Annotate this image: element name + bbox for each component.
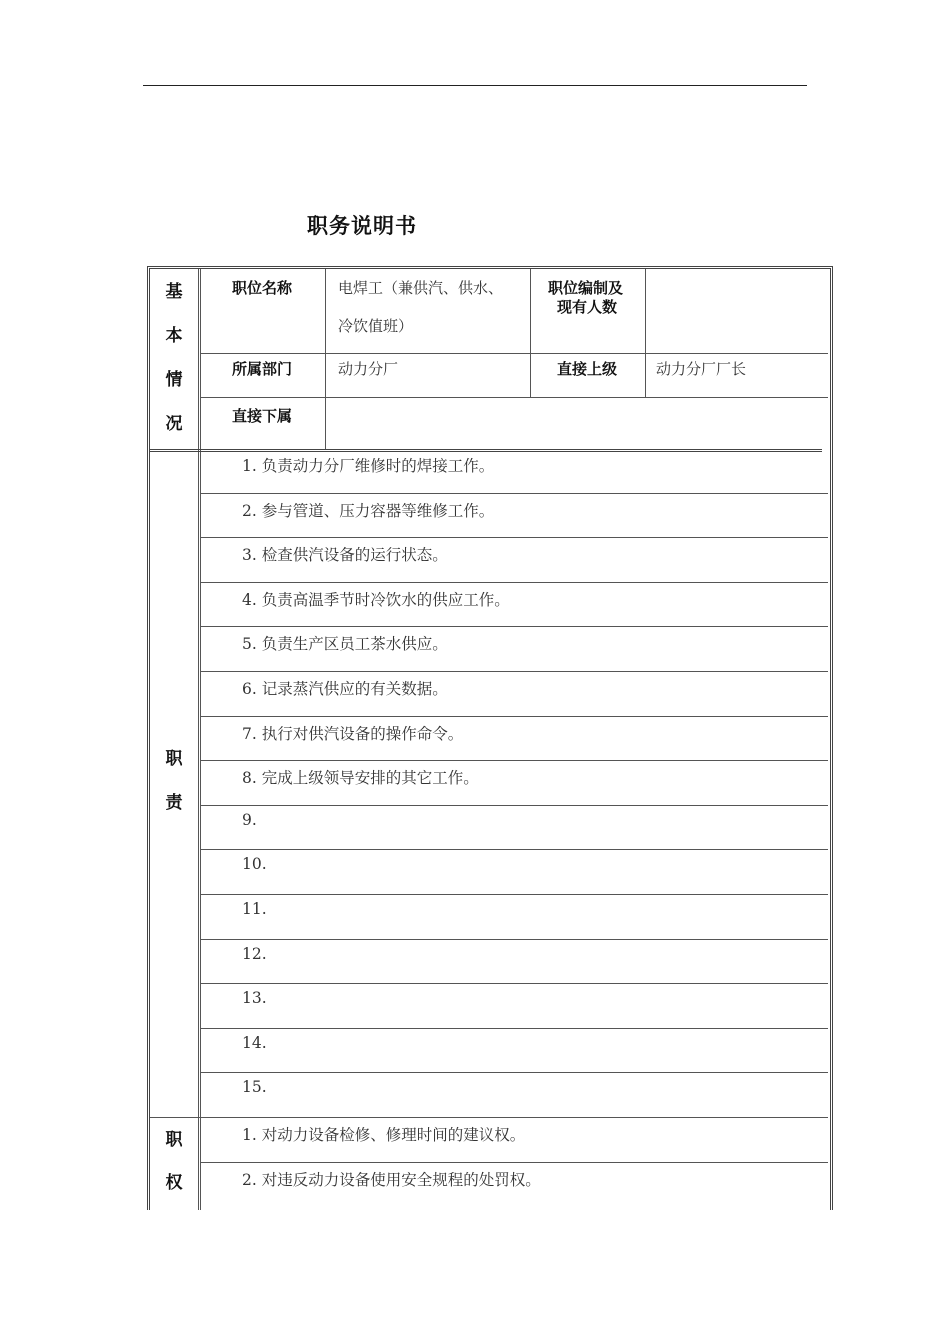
duty-item: 5. 负责生产区员工茶水供应。 [242, 635, 448, 654]
duty-row-line [200, 939, 828, 940]
headcount-label-line1: 职位编制及 [548, 279, 624, 297]
duty-item: 3. 检查供汽设备的运行状态。 [242, 546, 448, 565]
basic-section-bottom [150, 449, 822, 452]
basic-col-divider-1 [325, 269, 326, 449]
page-title: 职务说明书 [307, 214, 417, 238]
duty-row-line [200, 537, 828, 538]
duty-row-line [200, 1028, 828, 1029]
duty-item: 13. [242, 989, 267, 1008]
duty-row-line [200, 805, 828, 806]
duty-item: 9. [242, 810, 257, 829]
basic-col-divider-2 [530, 269, 531, 397]
authority-item: 1. 对动力设备检修、修理时间的建议权。 [242, 1126, 526, 1144]
basic-row-line-1 [200, 353, 828, 354]
duty-row-line [200, 760, 828, 761]
duty-row-line [200, 626, 828, 627]
duty-item: 6. 记录蒸汽供应的有关数据。 [242, 680, 448, 698]
authority-section-top [150, 1117, 828, 1118]
subordinate-label: 直接下属 [232, 407, 293, 425]
duty-row-line [200, 983, 828, 984]
duty-item: 1. 负责动力分厂维修时的焊接工作。 [242, 457, 495, 475]
superior-value: 动力分厂厂长 [656, 360, 747, 378]
authority-item: 2. 对违反动力设备使用安全规程的处罚权。 [242, 1170, 541, 1189]
duty-item: 7. 执行对供汽设备的操作命令。 [242, 724, 464, 743]
duty-item: 8. 完成上级领导安排的其它工作。 [242, 769, 479, 788]
header-rule [143, 85, 807, 86]
duty-item: 2. 参与管道、压力容器等维修工作。 [242, 501, 495, 520]
duty-item: 4. 负责高温季节时冷饮水的供应工作。 [242, 590, 510, 609]
headcount-label-line2: 现有人数 [557, 298, 618, 316]
duty-item: 10. [242, 855, 267, 874]
duty-row-line [200, 493, 828, 494]
duty-row-line [200, 582, 828, 583]
duty-item: 14. [242, 1033, 267, 1052]
position-name-value-line2: 冷饮值班） [338, 317, 414, 335]
job-description-table: 基 本 情 况 职位名称 电焊工（兼供汽、供水、 冷饮值班） 职位编制及 现有人数 所属部门 动力分厂 直接上级 动力分厂厂长 直接下属 职 责 1. 负责动力分厂维修时的焊接工作。 2. 参与管道、压力容器等维修工作。 3. 检查供汽设备的运行状态。 4. 负责高温季节时冷饮水的供应工作。 5. 负责生产区员工茶水供应。 6. 记录蒸汽供应的有关数据。 7. 执行对供汽设备的操作命令。 8. 完成上级领导安排的其它工作。 9. 10. 11. 12. 13. 14. 15. 职 权 1. 对动力设备检修、修理时间的建议权。 2. 对违反动力设备使用安全规程的处罚权。 [147, 266, 833, 1210]
department-value: 动力分厂 [338, 360, 399, 378]
superior-label: 直接上级 [557, 360, 618, 378]
duty-row-line [200, 716, 828, 717]
duty-item: 12. [242, 944, 267, 963]
duty-row-line [200, 894, 828, 895]
authority-row-line [200, 1162, 828, 1163]
basic-col-divider-3 [645, 269, 646, 397]
duty-row-line [200, 671, 828, 672]
basic-row-line-2 [200, 397, 828, 398]
duty-row-line [200, 849, 828, 850]
duty-row-line [200, 1072, 828, 1073]
department-label: 所属部门 [232, 360, 293, 378]
position-name-label: 职位名称 [232, 279, 293, 297]
position-name-value-line1: 电焊工（兼供汽、供水、 [338, 279, 504, 297]
duty-item: 15. [242, 1078, 267, 1097]
duty-item: 11. [242, 900, 267, 918]
side-column-divider [198, 269, 201, 1210]
